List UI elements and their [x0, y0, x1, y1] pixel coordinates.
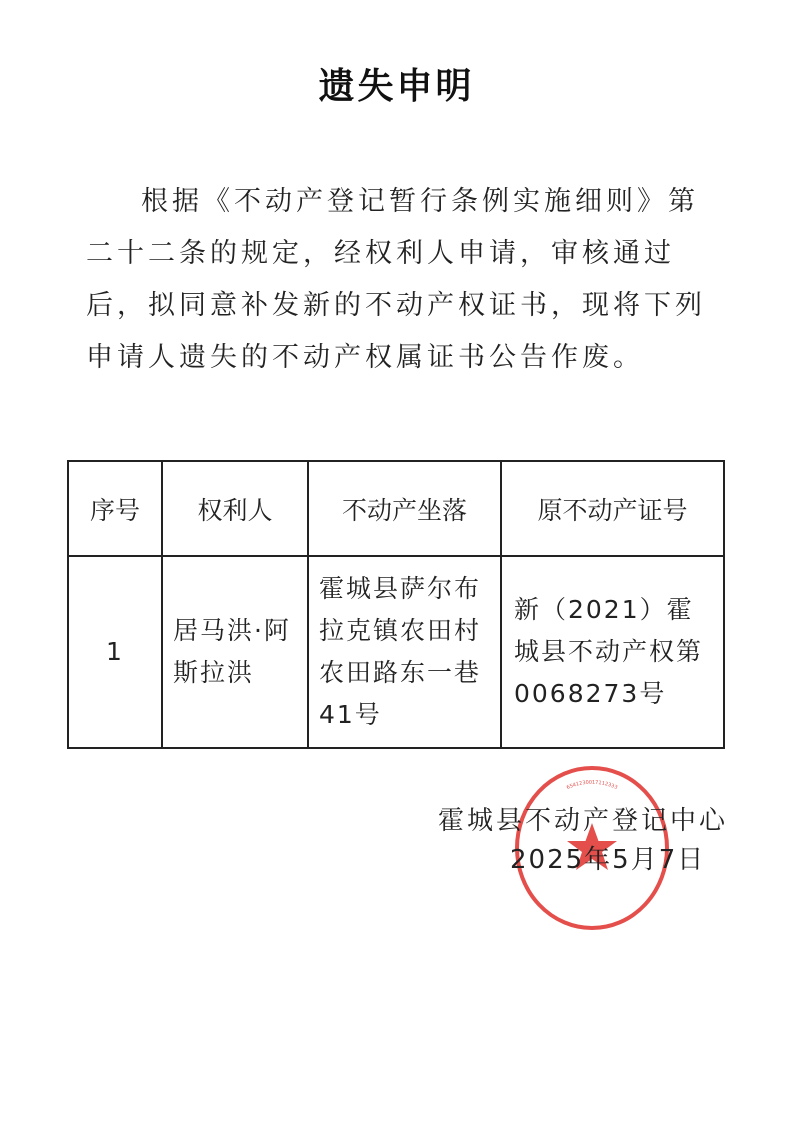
- cell-no: 1: [68, 556, 162, 748]
- cell-location: 霍城县萨尔布拉克镇农田村农田路东一巷41号: [308, 556, 501, 748]
- notice-table: [67, 460, 725, 749]
- table-header-row: [68, 461, 724, 556]
- header-certificate: 原不动产证号: [501, 461, 724, 556]
- table-row: [68, 556, 724, 748]
- cell-holder: 居马洪·阿斯拉洪: [162, 556, 308, 748]
- seal-number: 6541230017112333: [565, 779, 619, 791]
- header-location: 不动产坐落: [308, 461, 501, 556]
- notice-body: 根据《不动产登记暂行条例实施细则》第二十二条的规定，经权利人申请，审核通过后，拟同意补发新的不动产权证书，现将下列申请人遗失的不动产权属证书公告作废。: [86, 186, 706, 373]
- issue-date: 2025年5月7日: [510, 845, 706, 875]
- header-holder: 权利人: [162, 461, 308, 556]
- header-no: 序号: [68, 461, 162, 556]
- notice-title: 遗失申明: [318, 66, 475, 107]
- cell-certificate: 新（2021）霍城县不动产权第0068273号: [501, 556, 724, 748]
- issuer-name: 霍城县不动产登记中心: [438, 806, 729, 836]
